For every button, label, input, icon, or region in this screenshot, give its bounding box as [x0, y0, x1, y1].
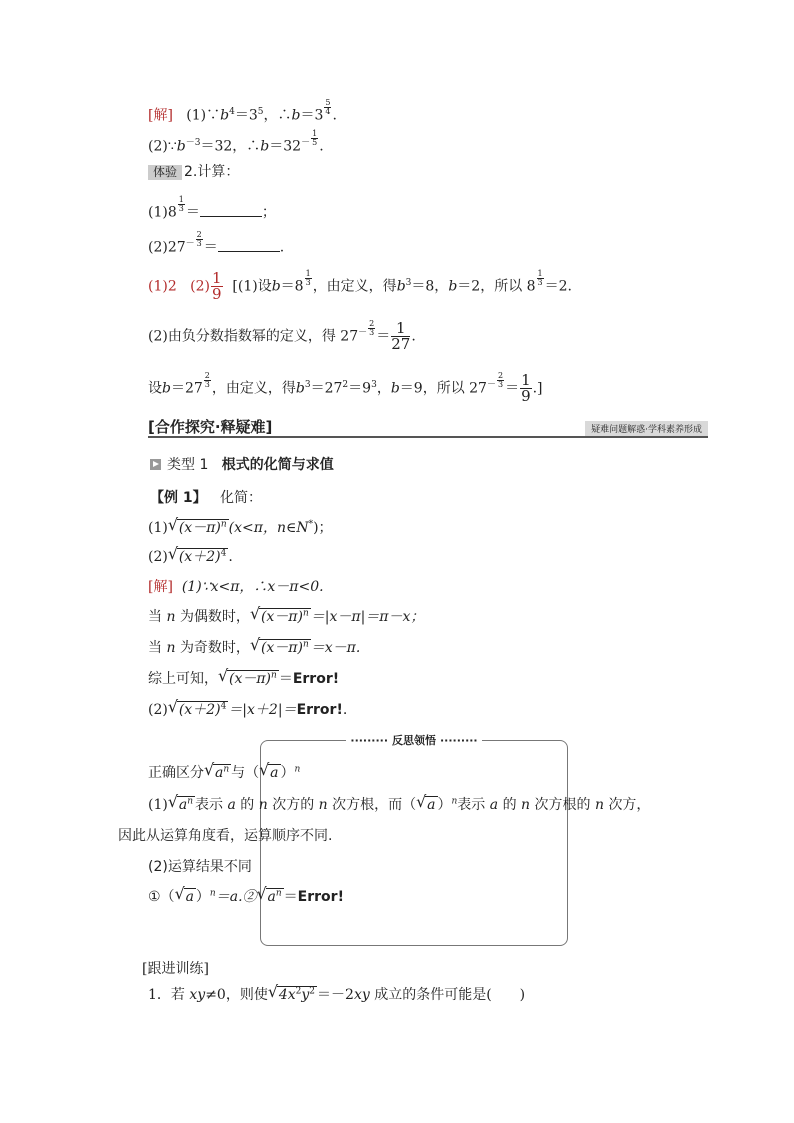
- text: (1)∵x<π，∴x－π<0.: [181, 579, 324, 595]
- text: 次方根，而（: [332, 797, 417, 813]
- text: (x<π，n∈N: [228, 520, 309, 536]
- text: ＝－2: [317, 987, 354, 1003]
- reflection-line-1: [148, 760, 301, 783]
- section-heading: [148, 416, 708, 438]
- text: .]: [532, 380, 543, 397]
- text: ＝8: [280, 278, 304, 295]
- exponent-fraction: $\frac{1}{3}$: [537, 269, 543, 287]
- example-text: 化简：: [219, 490, 262, 506]
- radical: √ a: [259, 760, 279, 781]
- exponent-fraction: $\frac{1}{3}$: [305, 269, 311, 287]
- text: 为偶数时，: [179, 609, 250, 625]
- text: ＝|x＋2|＝: [228, 702, 297, 718]
- var: b: [260, 138, 270, 155]
- reflection-title: ········· 反思领悟 ·········: [261, 732, 567, 748]
- answer-blank: [218, 239, 280, 252]
- text: .: [228, 549, 233, 565]
- section-title: [合作探究·释疑难]: [148, 418, 273, 436]
- text: ＝: [376, 328, 391, 345]
- exponent-fraction: $\frac{2}{3}$: [497, 371, 504, 389]
- text: 次方，: [608, 797, 651, 813]
- text: ＝32，∴: [200, 138, 261, 155]
- radical: √ $a^n$: [204, 760, 230, 781]
- answer-line-1: [148, 270, 572, 302]
- var: xy: [189, 987, 206, 1003]
- text: [(1)设: [232, 278, 272, 295]
- var: n: [258, 797, 268, 813]
- exp: 2: [342, 380, 349, 390]
- solution-3d: [148, 697, 348, 720]
- text: ＝2，所以 8: [457, 278, 536, 295]
- var: b: [220, 107, 230, 124]
- text: ①（: [148, 889, 175, 905]
- var: n: [166, 609, 176, 625]
- text: 设: [148, 380, 162, 397]
- text: 综上可知，: [148, 671, 218, 687]
- text: ＝3: [234, 107, 258, 124]
- radical: √ $(x-\pi)^n$: [218, 666, 277, 687]
- text: ；: [261, 204, 276, 221]
- exp: 4: [229, 107, 235, 117]
- exp: 3: [405, 278, 412, 288]
- text: ＝: [278, 671, 293, 687]
- var: a: [489, 797, 499, 813]
- text: ＝: [505, 380, 520, 397]
- exp: *: [308, 519, 314, 530]
- text: 的: [502, 797, 517, 813]
- text: 当: [148, 640, 162, 656]
- follow-up-heading: [跟进训练]: [142, 961, 209, 977]
- var: xy: [353, 987, 370, 1003]
- text: .: [332, 107, 337, 124]
- radical: √ $(x+2)^4$: [167, 544, 227, 565]
- text: ＝2.: [544, 278, 572, 295]
- var: b: [291, 107, 301, 124]
- text: (2): [148, 702, 168, 718]
- exp: －: [358, 328, 368, 338]
- exponent-fraction: $\frac{1}{3}$: [178, 195, 184, 213]
- exponent-fraction: $\frac{5}{4}$: [325, 98, 331, 116]
- var: b: [390, 380, 400, 397]
- exp: 3: [371, 380, 377, 390]
- radical: √ $(x-\pi)^n$: [249, 604, 309, 625]
- solution-line-1: [148, 99, 337, 126]
- follow-up-question-1: [148, 982, 526, 1005]
- solution-3b: [148, 635, 361, 658]
- play-triangle-icon: [150, 459, 161, 470]
- text: ＝: [283, 889, 298, 905]
- var: a: [227, 797, 236, 813]
- var: n: [521, 797, 531, 813]
- solution-3: [148, 577, 324, 597]
- solution-3c: [148, 666, 340, 689]
- solution-line-2: [148, 130, 324, 157]
- text: (1)8: [148, 204, 177, 221]
- text: (1): [148, 520, 168, 536]
- answer-fraction: $\frac{1}{9}$: [211, 269, 222, 304]
- text: ，∴: [263, 107, 292, 124]
- radical: √ $a^n$: [167, 792, 193, 813]
- reflection-line-3: 因此从运算角度看，运算顺序不同.: [118, 828, 333, 844]
- example-part-2: [148, 544, 233, 567]
- text: ＝a.②: [215, 889, 257, 905]
- type-heading: [150, 455, 334, 475]
- text: .: [342, 702, 348, 718]
- type-label: 类型 1: [167, 457, 209, 473]
- experience-badge: 体验: [148, 165, 182, 180]
- answer-1: (1)2: [148, 278, 177, 295]
- text: 的: [240, 797, 255, 813]
- exp: －: [301, 138, 311, 148]
- var: b: [448, 278, 458, 295]
- exp: n: [294, 764, 301, 775]
- text: (2): [148, 549, 168, 565]
- error-text: Error!: [297, 889, 344, 905]
- var: b: [295, 380, 305, 397]
- var: b: [396, 278, 406, 295]
- exp: －3: [185, 138, 201, 148]
- example-heading: [150, 488, 262, 508]
- text: 为奇数时，: [179, 640, 250, 656]
- text: ≠0，则使: [205, 987, 268, 1003]
- radical: √ $a^n$: [256, 884, 282, 905]
- question-2: [148, 231, 284, 258]
- text: ，由定义，得: [211, 380, 296, 397]
- fraction: $\frac{1}{27}$: [391, 319, 411, 354]
- experience-line: [148, 162, 239, 182]
- text: )；: [313, 520, 333, 536]
- var: b: [162, 380, 171, 397]
- text: (1)∵: [186, 107, 221, 124]
- radical: √ $4x^2y^2$: [267, 982, 316, 1003]
- text: .: [411, 328, 416, 345]
- text: ，由定义，得: [312, 278, 397, 295]
- text: (2)∵: [148, 138, 177, 155]
- text: (1): [148, 797, 168, 813]
- text: ＝27: [310, 380, 343, 397]
- experience-title: 2.计算：: [184, 164, 240, 180]
- exp: n: [209, 888, 216, 899]
- text: .: [319, 138, 324, 155]
- example-label: 【例 1】: [150, 490, 207, 506]
- radical: √ a: [416, 792, 436, 813]
- answer-2: (2): [190, 278, 210, 295]
- answer-blank: [200, 204, 262, 217]
- text: 当: [148, 609, 162, 625]
- text: (2)27: [148, 239, 186, 256]
- exp: n: [451, 796, 458, 807]
- var: b: [271, 278, 281, 295]
- reflection-line-5: [148, 884, 344, 907]
- answer-line-2: [148, 320, 416, 352]
- text: ＝x－π.: [310, 640, 361, 656]
- reflection-title-text: 反思领悟: [388, 734, 440, 747]
- exp: 3: [304, 380, 311, 390]
- text: ＝8，: [411, 278, 449, 295]
- exponent-fraction: $\frac{2}{3}$: [196, 230, 202, 248]
- var: n: [166, 640, 176, 656]
- solution-tag: [解]: [148, 107, 173, 124]
- type-title: 根式的化简与求值: [221, 457, 334, 473]
- error-text: Error!: [296, 702, 343, 718]
- text: 1．若: [148, 987, 185, 1003]
- fraction: $\frac{1}{9}$: [521, 371, 531, 406]
- text: ＝: [203, 239, 218, 256]
- radical: √ a: [174, 884, 194, 905]
- text: ＝9: [348, 380, 372, 397]
- text: 与（: [231, 765, 260, 781]
- answer-line-3: [148, 372, 543, 404]
- text: ＝9，所以 27: [399, 380, 487, 397]
- text: ，: [376, 380, 391, 397]
- radical: √ $(x-\pi)^n$: [249, 635, 309, 656]
- text: ＝3: [300, 107, 324, 124]
- text: 成立的条件可能是( ): [374, 987, 526, 1003]
- exponent-fraction: $\frac{1}{5}$: [312, 129, 318, 147]
- radical: √ $(x+2)^4$: [167, 697, 227, 718]
- solution-3a: [148, 604, 425, 627]
- exponent-fraction: $\frac{2}{3}$: [369, 319, 375, 337]
- text: ）: [280, 765, 295, 781]
- text: .: [279, 239, 285, 256]
- example-part-1: [148, 515, 333, 538]
- var: b: [176, 138, 186, 155]
- text: 正确区分: [148, 765, 204, 781]
- text: ）: [437, 797, 452, 813]
- text: ＝27: [170, 380, 203, 397]
- text: ）: [195, 889, 210, 905]
- var: n: [594, 797, 604, 813]
- text: (2)由负分数指数幂的定义，得 27: [148, 328, 359, 345]
- var: n: [318, 797, 328, 813]
- text: ＝: [185, 204, 200, 221]
- section-tag: 疑难问题解惑·学科素养形成: [585, 421, 708, 436]
- text: 次方根的: [534, 797, 591, 813]
- exp: －: [185, 239, 195, 249]
- text: ＝|x－π|＝π－x；: [310, 609, 425, 625]
- radical: √ $(x-\pi)^n$: [167, 515, 227, 536]
- text: 表示: [457, 797, 486, 813]
- text: ＝32: [269, 138, 302, 155]
- exponent-fraction: $\frac{2}{3}$: [204, 371, 210, 389]
- exp: 5: [257, 107, 264, 117]
- reflection-line-2: [148, 792, 651, 815]
- exp: －: [486, 380, 496, 390]
- section-rule: [148, 436, 708, 438]
- solution-tag: [解]: [148, 579, 173, 595]
- text: 表示: [195, 797, 223, 813]
- reflection-line-4: (2)运算结果不同: [148, 859, 252, 875]
- text: 次方的: [272, 797, 315, 813]
- error-text: Error!: [292, 671, 340, 687]
- question-1: [148, 196, 276, 223]
